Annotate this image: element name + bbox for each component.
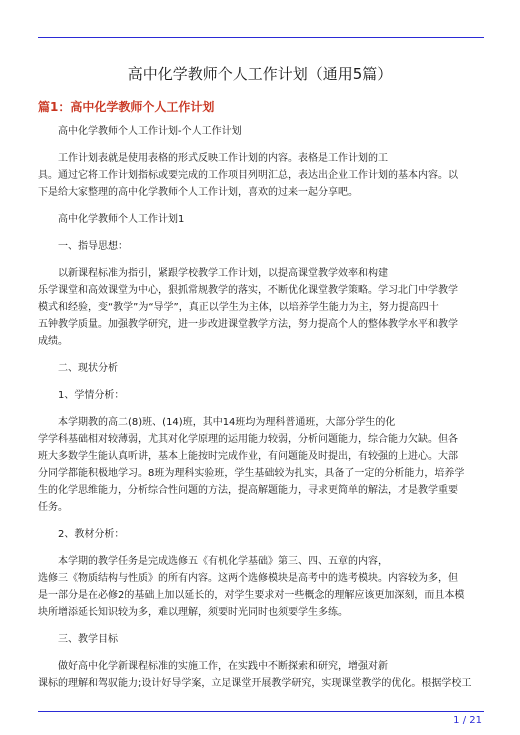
document-title: 高中化学教师个人工作计划（通用5篇）: [127, 65, 393, 83]
body-line: 任务。: [38, 502, 68, 513]
body-line: 选修三《物质结构与性质》的所有内容。这两个选修模块是高考中的选考模块。内容较为多，但: [38, 573, 458, 584]
body-line: 班大多数学生能认真听讲，基本上能按时完成作业，有问题能及时提出，有较强的上进心。大部: [38, 451, 458, 462]
body-line: 本学期教的高二(8)班、(14)班，其中14班均为理科普通班，大部分学生的化: [58, 417, 396, 428]
body-line: 一、指导思想：: [58, 241, 128, 252]
body-line: 高中化学教师个人工作计划1: [58, 214, 185, 225]
body-line: 三、教学目标: [58, 634, 118, 645]
body-line: 学学科基础相对较薄弱，尤其对化学原理的运用能力较弱，分析问题能力，综合能力欠缺。但各: [38, 434, 458, 445]
body-line: 是一部分是在必修2的基础上加以延长的，对学生要求对一些概念的理解应该更加深刻，而且本模: [38, 590, 465, 601]
body-line: 2、教材分析：: [58, 529, 125, 540]
body-line: 以新课程标准为指引，紧跟学校教学工作计划，以提高课堂教学效率和构建: [58, 268, 388, 279]
page-number: 1 / 21: [453, 715, 482, 726]
body-line: 本学期的教学任务是完成选修五《有机化学基础》第三、四、五章的内容，: [58, 556, 388, 567]
body-line: 课标的理解和驾驭能力;设计好导学案，立足课堂开展教学研究，实现课堂教学的优化。根据学校工: [38, 678, 472, 689]
body-line: 高中化学教师个人工作计划-个人工作计划: [58, 126, 242, 137]
body-line: 块所增添延长知识较为多，难以理解，须要时光同时也须要学生多练。: [38, 607, 348, 618]
body-line: 成绩。: [38, 336, 68, 347]
header-rule: [38, 37, 484, 38]
body-line: 二、现状分析: [58, 363, 118, 374]
body-line: 生的化学思维能力，分析综合性问题的方法，提高解题能力，寻求更简单的解法，才是教学重要: [38, 485, 458, 496]
body-line: 工作计划表就是使用表格的形式反映工作计划的内容。表格是工作计划的工: [58, 153, 388, 164]
body-line: 模式和经验，变“教学”为“导学”，真正以学生为主体，以培养学生能力为主，努力提高四十: [38, 302, 439, 313]
body-line: 做好高中化学新课程标准的实施工作，在实践中不断探索和研究，增强对新: [58, 661, 388, 672]
body-line: 下是给大家整理的高中化学教师个人工作计划，喜欢的过来一起分享吧。: [38, 187, 358, 198]
body-line: 1、学情分析：: [58, 390, 125, 401]
body-line: 乐学课堂和高效课堂为中心，狠抓常规教学的落实，不断优化课堂教学策略。学习北门中学教学: [38, 285, 458, 296]
footer-rule: [38, 711, 484, 712]
body-line: 具。通过它将工作计划指标或要完成的工作项目列明汇总，表达出企业工作计划的基本内容。以: [38, 170, 458, 181]
document-body: [38, 123, 484, 692]
section-heading: 篇1：高中化学教师个人工作计划: [38, 100, 215, 114]
body-line: 分同学都能积极地学习。8班为理科实验班，学生基础较为扎实，具备了一定的分析能力，培养学: [38, 468, 465, 479]
body-line: 五钟教学质量。加强教学研究，进一步改进课堂教学方法，努力提高个人的整体教学水平和教学: [38, 319, 458, 330]
